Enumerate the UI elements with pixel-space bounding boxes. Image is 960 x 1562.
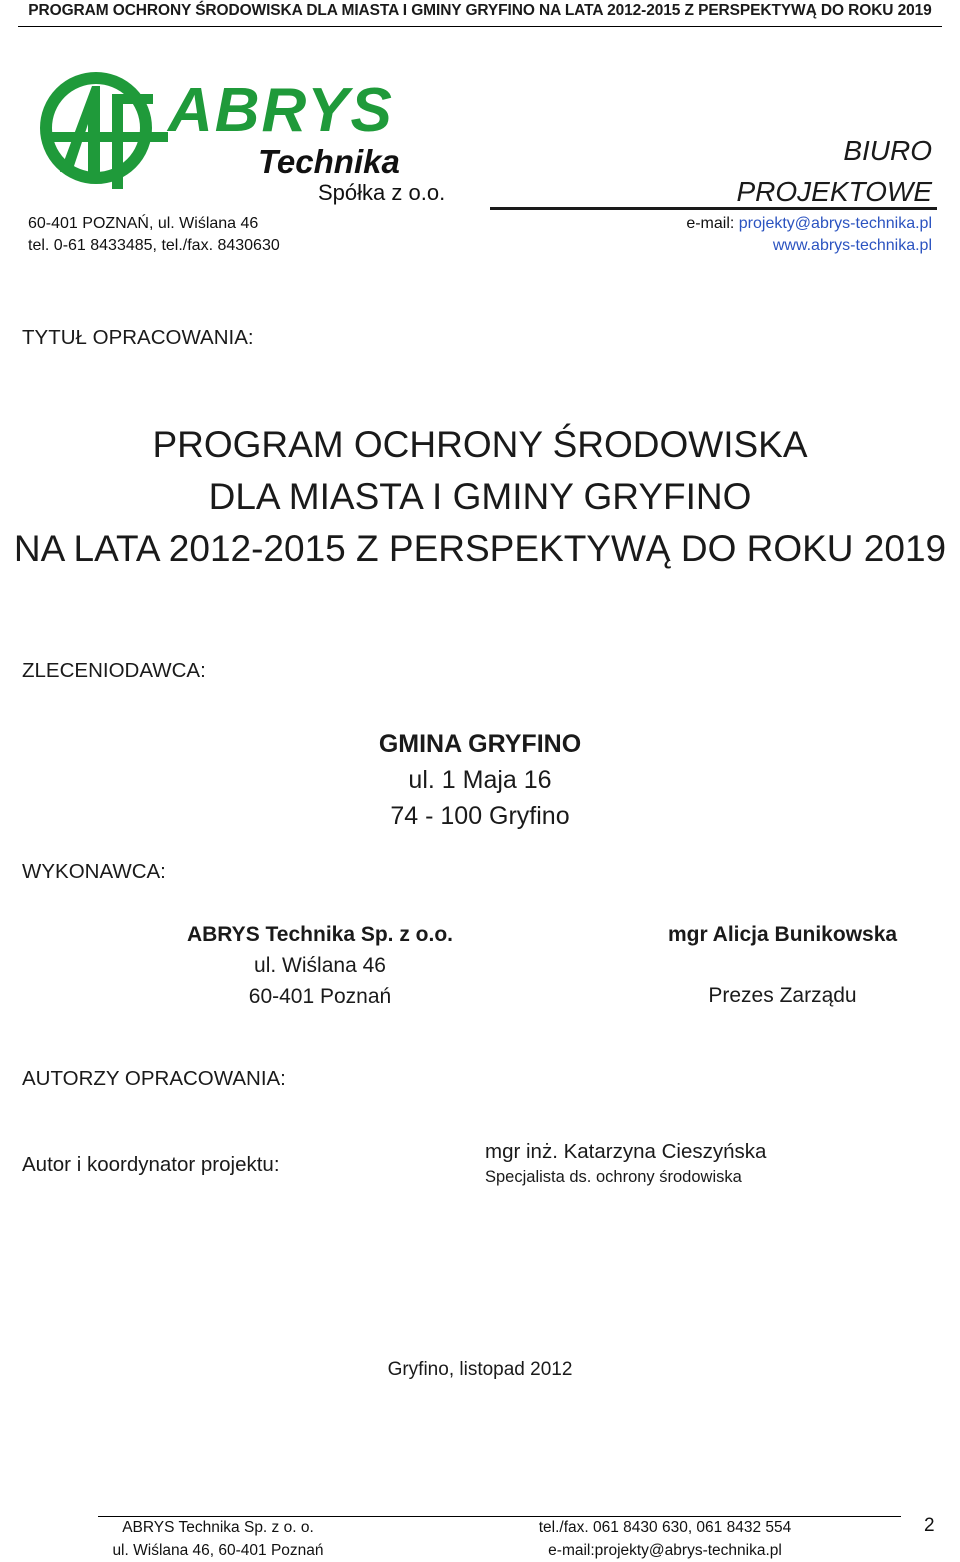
place-date: Gryfino, listopad 2012 [387,1359,573,1380]
client-label: ZLECENIODAWCA: [22,659,206,682]
footer-email: e-mail:projekty@abrys-technika.pl [548,1542,782,1559]
bureau-name [736,130,932,212]
document-title [0,419,960,575]
address-line-1: 60-401 POZNAŃ, ul. Wiślana 46 [28,215,259,232]
header-divider [18,26,942,27]
footer-company [108,1516,328,1562]
contractor-name: ABRYS Technika Sp. z o.o. [186,923,454,946]
client-block [290,726,670,834]
contractor-street: ul. Wiślana 46 [254,954,386,977]
footer-company-name: ABRYS Technika Sp. z o. o. [122,1519,314,1536]
footer-phone: tel./fax. 061 8430 630, 061 8432 554 [538,1519,792,1536]
email-label: e-mail: [686,215,739,232]
abrys-logo-icon [40,72,170,192]
footer-contact [520,1516,810,1562]
logo-subname: Technika [258,143,400,180]
email-link[interactable]: projekty@abrys-technika.pl [738,215,932,232]
title-label: TYTUŁ OPRACOWANIA: [22,326,254,349]
authors-label: AUTORZY OPRACOWANIA: [22,1067,286,1090]
signatory-name: mgr Alicja Bunikowska [667,923,898,946]
client-city: 74 - 100 Gryfino [390,802,570,830]
signatory-role: Prezes Zarządu [708,984,857,1007]
client-name: GMINA GRYFINO [378,730,582,758]
bureau-contact [686,213,932,257]
contractor-block [150,919,490,1012]
signatory-block [620,919,945,1011]
title-line-3: NA LATA 2012-2015 Z PERSPEKTYWĄ DO ROKU 2019 [13,528,947,569]
company-address [28,213,280,257]
footer-address: ul. Wiślana 46, 60-401 Poznań [112,1542,324,1559]
logo-company-name: ABRYS [168,76,394,145]
client-street: ul. 1 Maja 16 [408,766,552,794]
address-line-2: tel. 0-61 8433485, tel./fax. 8430630 [28,237,280,254]
email-line [686,213,932,235]
title-line-2: DLA MIASTA I GMINY GRYFINO [208,476,752,517]
author-role: Autor i koordynator projektu: [22,1153,280,1176]
bureau-line-1: BIURO [843,135,932,166]
contractor-city: 60-401 Poznań [248,985,392,1008]
logo-legal-form: Spółka z o.o. [318,180,446,205]
author-position: Specjalista ds. ochrony środowiska [485,1168,742,1186]
bureau-divider [490,207,937,210]
contractor-label: WYKONAWCA: [22,860,166,883]
title-line-1: PROGRAM OCHRONY ŚRODOWISKA [152,424,808,465]
running-header: PROGRAM OCHRONY ŚRODOWISKA DLA MIASTA I GMINY GRYFINO NA LATA 2012-2015 Z PERSPEKTYWĄ DO ROKU 2019 [28,2,932,19]
page-number: 2 [924,1515,935,1536]
website-link[interactable]: www.abrys-technika.pl [772,237,932,254]
bureau-line-2: PROJEKTOWE [736,176,932,207]
author-name: mgr inż. Katarzyna Cieszyńska [485,1140,767,1163]
